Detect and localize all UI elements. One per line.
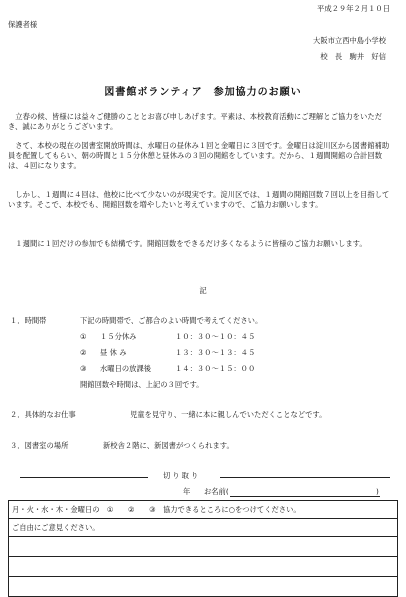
section2-text: 児童を見守り、一緒に本に親しんでいただくことなどです。 — [130, 410, 327, 419]
name-paren-close: ) — [376, 487, 379, 496]
response-form — [8, 500, 398, 597]
slot-name: 水曜日の放課後 — [100, 364, 152, 373]
paragraph-greeting: 立春の候、皆様には益々ご健勝のこととお喜び申しあげます。平素は、本校教育活動にご理解とご協力をいただき、誠にありがとうございます。 — [8, 112, 383, 131]
slot-name: 昼 休 み — [100, 348, 127, 357]
page-title: 図書館ボランティア 参加協力のお願い — [104, 87, 302, 98]
name-label: お名前( — [204, 487, 229, 496]
name-underline[interactable] — [230, 496, 380, 497]
section3-text: 新校舎２階に、新図書がつくられます。 — [103, 441, 234, 450]
section1-heading: １．時間帯 — [10, 316, 47, 325]
section1-note: 開館回数や時間は、上記の３回です。 — [80, 380, 204, 389]
grade-label: 年 — [183, 487, 191, 496]
slot-number: ① — [80, 332, 87, 341]
slot-number: ② — [80, 348, 87, 357]
opinion-line[interactable] — [9, 557, 398, 577]
date: 平成２９年２月１０日 — [317, 4, 390, 13]
opinion-label[interactable]: ご自由にご意見ください。 — [9, 519, 398, 537]
section3-heading: ３．図書室の場所 — [10, 441, 69, 450]
paragraph-current-hours: さて、本校の現在の図書室開放時間は、水曜日の昼休み１回と金曜日に３回です。金曜日は淀川区から図書館補助員を配置してもらい、朝の時間と１５分休憩と昼休みの３回の開館をしています。だから、１週間開館の合計回数は、４回になります。 — [8, 141, 390, 170]
cut-line-left — [20, 477, 148, 478]
opinion-line[interactable] — [9, 577, 398, 597]
slot-number: ③ — [80, 364, 87, 373]
slot-time: １０：３０～１０：４５ — [175, 332, 256, 341]
cut-line-right — [220, 477, 390, 478]
ki-heading: 記 — [199, 286, 207, 295]
opinion-line[interactable] — [9, 537, 398, 557]
cut-line-label: 切り取り — [163, 471, 201, 480]
paragraph-closing: １週間に１回だけの参加でも結構です。開館回数をできるだけ多くなるように皆様のご協力お願いします。 — [15, 239, 367, 248]
paragraph-request: しかし、１週間に４回は、他校に比べて少ないのが現実です。淀川区では、１週間の開館回数７回以上を目指しています。そこで、本校でも、開館回数を増やしたいと考えていますので、ご協力お願いします。 — [8, 190, 390, 209]
section1-intro: 下記の時間帯で、ご都合のよい時間で考えてください。 — [80, 316, 263, 325]
addressee: 保護者様 — [8, 20, 38, 29]
slot-time: １４：３０～１５：００ — [175, 364, 256, 373]
section2-heading: ２．具体的なお仕事 — [10, 410, 76, 419]
days-choice-row[interactable]: 月・火・水・木・金曜日の ① ② ③ 協力できるところに○をつけてください。 — [9, 501, 398, 519]
school-name: 大阪市立西中島小学校 — [313, 36, 386, 45]
slot-name: １５分休み — [100, 332, 137, 341]
slot-time: １３：３０～１３：４５ — [175, 348, 256, 357]
principal-name: 校 長 駒井 好信 — [320, 52, 386, 61]
